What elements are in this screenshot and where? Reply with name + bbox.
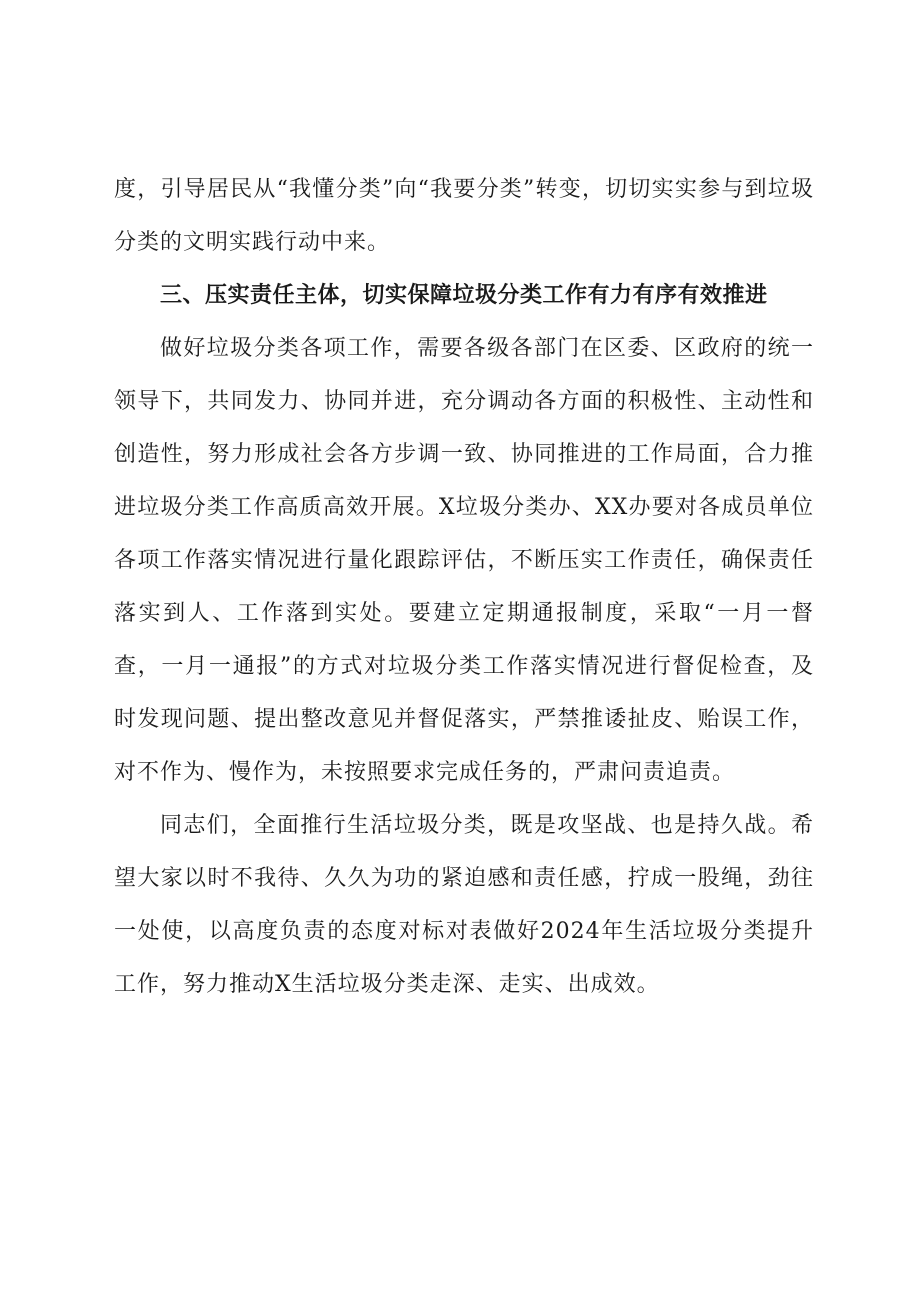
document-body (114, 163, 814, 1011)
section-heading: 三、压实责任主体，切实保障垃圾分类工作有力有序有效推进 (160, 283, 768, 308)
paragraph-continued: 度，引导居民从“我懂分类”向“我要分类”转变，切切实实参与到垃圾分类的文明实践行动中来。 (114, 177, 814, 255)
paragraph-closing: 同志们，全面推行生活垃圾分类，既是攻坚战、也是持久战。希望大家以时不我待、久久为功的紧迫感和责任感，拧成一股绳，劲往一处使，以高度负责的态度对标对表做好2024年生活垃圾分类提升工作，努力推动X生活垃圾分类走深、走实、出成效。 (114, 813, 814, 997)
paragraph-responsibility: 做好垃圾分类各项工作，需要各级各部门在区委、区政府的统一领导下，共同发力、协同并进，充分调动各方面的积极性、主动性和创造性，努力形成社会各方步调一致、协同推进的工作局面，合力推进垃圾分类工作高质高效开展。X垃圾分类办、XX办要对各成员单位各项工作落实情况进行量化跟踪评估，不断压实工作责任，确保责任落实到人、工作落到实处。要建立定期通报制度，采取“一月一督查，一月一通报”的方式对垃圾分类工作落实情况进行督促检查，及时发现问题、提出整改意见并督促落实，严禁推诿扯皮、贻误工作，对不作为、慢作为，未按照要求完成任务的，严肃问责追责。 (114, 336, 814, 785)
